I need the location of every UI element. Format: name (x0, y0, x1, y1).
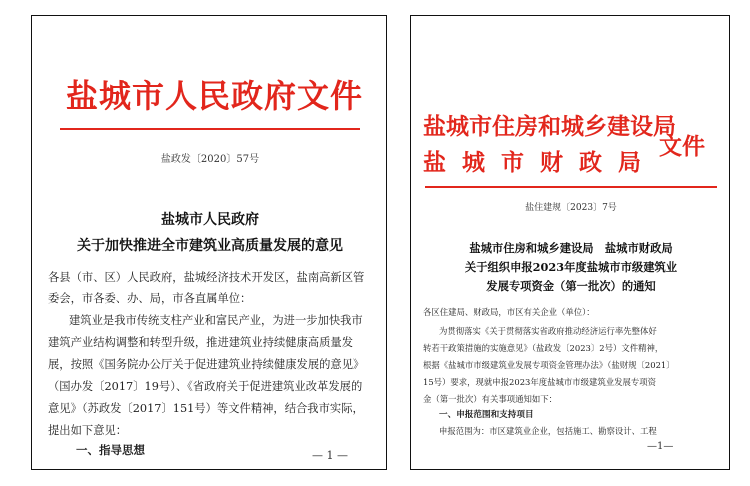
right-header-line-2: 盐 城 市 财 政 局 (423, 149, 646, 176)
right-header-suffix: 文件 (659, 133, 705, 160)
left-page-number: — 1 — (312, 449, 348, 462)
right-body-line: 15号）要求，现就申报2023年度盐城市市级建筑业发展专项资 (423, 377, 656, 387)
right-title-line-3: 发展专项资金（第一批次）的通知 (486, 279, 656, 293)
right-header-line-1: 盐城市住房和城乡建设局 (423, 113, 676, 140)
right-document-page (410, 15, 730, 470)
right-title-line-2: 关于组织申报2023年度盐城市市级建筑业 (464, 260, 678, 274)
left-body-line: 展，按照《国务院办公厅关于促进建筑业持续健康发展的意见》 (48, 358, 365, 371)
right-body-line: 各区住建局、财政局，市区有关企业（单位）： (423, 307, 595, 317)
left-body-line: 建筑产业结构调整和转型升级，推进建筑业持续健康高质量发 (48, 336, 354, 349)
left-document-header: 盐城市人民政府文件 (66, 77, 364, 115)
left-section-heading: 一、指导思想 (76, 443, 145, 457)
right-body-line: 金（第一批次）有关事项通知如下： (423, 394, 557, 404)
left-document-number: 盐政发〔2020〕57号 (160, 154, 260, 165)
right-body-line: 根据《盐城市市级建筑业发展专项资金管理办法》（盐财规〔2021〕 (423, 360, 675, 370)
left-body-line: 意见》（苏政发〔2017〕151号）等文件精神，结合我市实际， (48, 402, 364, 415)
right-body-tail: 申报范围为：市区建筑业企业，包括施工、勘察设计、工程 (439, 426, 657, 436)
left-body-line: 各县（市、区）人民政府，盐城经济技术开发区，盐南高新区管 (48, 271, 365, 284)
right-body-line: 转若干政策措施的实施意见》（盐政发〔2023〕2号）文件精神， (423, 343, 664, 353)
right-section-heading: 一、申报范围和支持项目 (439, 410, 534, 420)
left-title-line-1: 盐城市人民政府 (161, 212, 259, 228)
right-header-rule (425, 186, 717, 188)
left-body-line: （国办发〔2017〕19号）、《省政府关于促进建筑业改革发展的 (48, 380, 363, 393)
right-page-number: —1— (647, 441, 674, 452)
left-body-line: 建筑业是我市传统支柱产业和富民产业，为进一步加快我市 (69, 314, 363, 327)
right-body-line: 为贯彻落实《关于贯彻落实省政府推动经济运行率先整体好 (439, 326, 657, 336)
left-document-page (31, 15, 387, 470)
left-title-line-2: 关于加快推进全市建筑业高质量发展的意见 (77, 238, 343, 254)
left-header-rule (60, 128, 360, 130)
left-body-line: 提出如下意见： (48, 424, 128, 437)
right-title-line-1: 盐城市住房和城乡建设局 盐城市财政局 (469, 241, 673, 255)
left-body-line: 委会，市各委、办、局，市各直属单位： (48, 292, 252, 305)
right-document-number: 盐住建规〔2023〕7号 (525, 203, 617, 213)
